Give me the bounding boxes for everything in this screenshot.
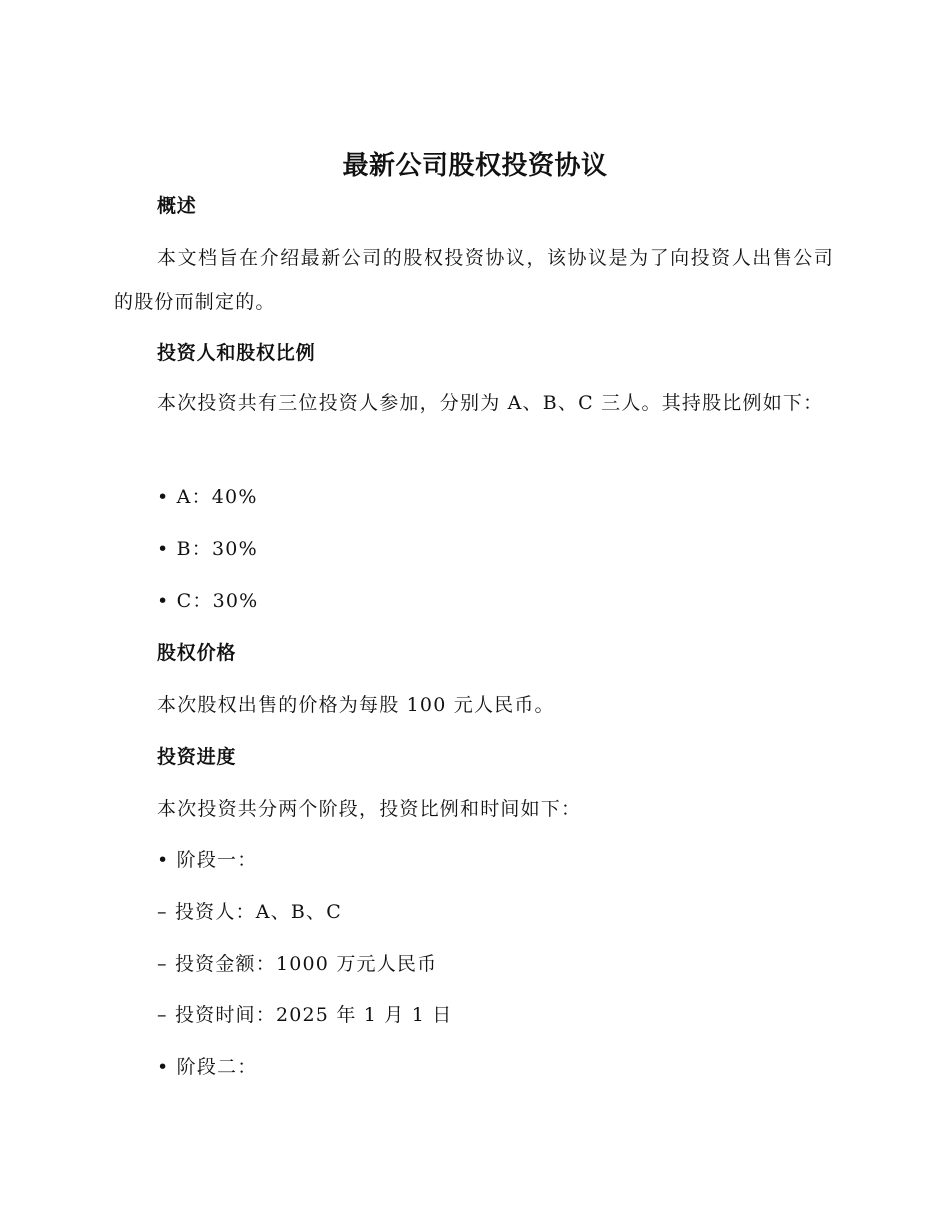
stage1-detail-amount: – 投资金额：1000 万元人民币 [157, 953, 438, 975]
section-heading-progress: 投资进度 [157, 746, 237, 768]
section-heading-price: 股权价格 [157, 642, 237, 664]
progress-paragraph: 本次投资共分两个阶段，投资比例和时间如下： [157, 798, 582, 820]
overview-paragraph: 本文档旨在介绍最新公司的股权投资协议，该协议是为了向投资人出售公司的股份而制定的。 [114, 247, 834, 313]
stage1-detail-time: – 投资时间：2025 年 1 月 1 日 [157, 1004, 453, 1026]
investors-paragraph: 本次投资共有三位投资人参加，分别为 A、B、C 三人。其持股比例如下： [157, 392, 824, 414]
investor-item-a: • A：40% [157, 486, 258, 508]
section-heading-investors: 投资人和股权比例 [157, 342, 316, 364]
investor-item-b: • B：30% [157, 538, 258, 560]
stage1-label: • 阶段一： [157, 849, 258, 871]
investor-item-c: • C：30% [157, 590, 259, 612]
section-heading-overview: 概述 [157, 195, 197, 217]
stage2-label: • 阶段二： [157, 1056, 258, 1078]
stage1-detail-investors: – 投资人：A、B、C [157, 901, 342, 923]
price-paragraph: 本次股权出售的价格为每股 100 元人民币。 [157, 694, 555, 716]
document-title: 最新公司股权投资协议 [342, 151, 608, 181]
